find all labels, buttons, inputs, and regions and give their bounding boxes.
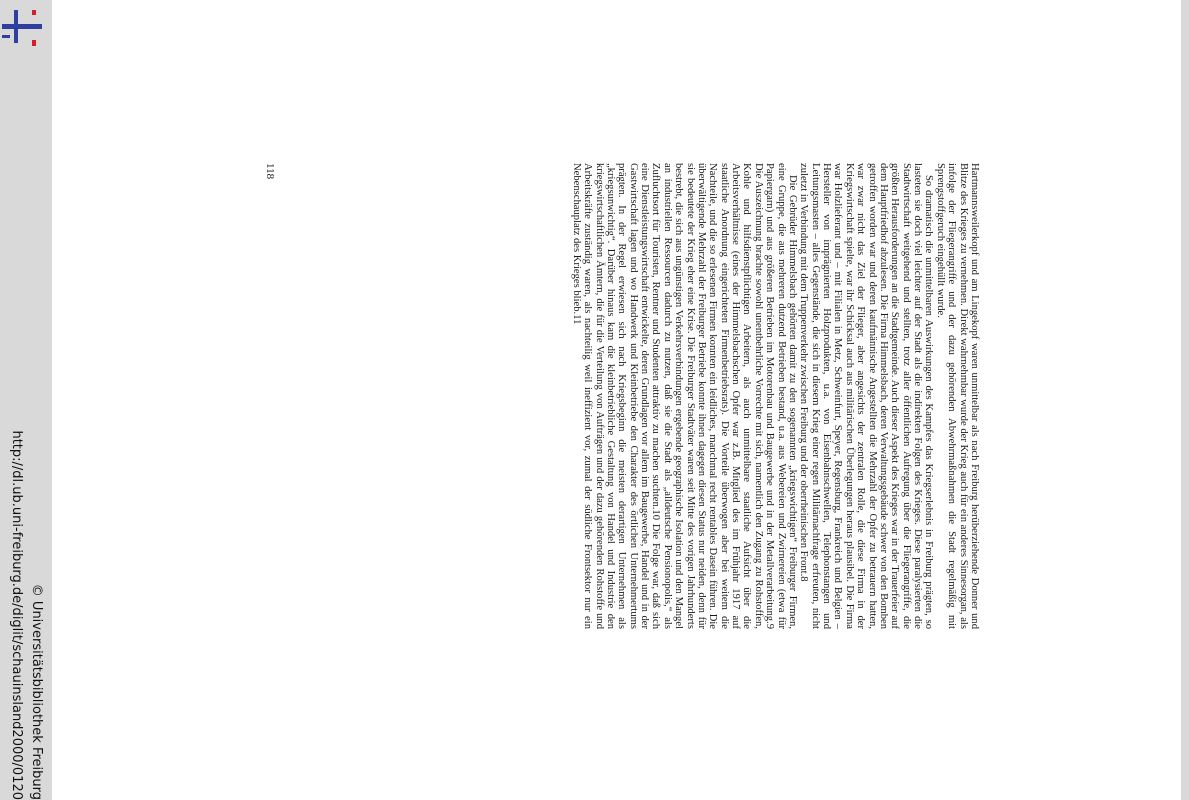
sidebar <box>0 0 52 800</box>
right-edge-bar <box>1181 0 1189 800</box>
copyright-notice: © Universitätsbibliothek Freiburg <box>29 583 44 800</box>
sidebar-text <box>0 0 52 800</box>
paragraph: Die Gebrüder Himmelsbach gehörten damit zu den sogenannten „kriegswichtigen“ Freiburger Firmen, eine Gruppe, die aus mehreren dutzend Betrieben bestand, u.a. aus Webereien und Zwirnereien (etwa für Papiergarn) und aus größeren Betrieben im Motorenbau und Baugewerbe und in der Metallverarbeitung.9 Die Auszeichnung brachte sowohl unentbehrliche Vorrechte mit sich, namentlich den Zugang zu Rohstoffen, Kohle und hilfsdienstpflichtigen Arbeitern, als auch unmittelbare staatliche Aufsicht über die Arbeitsverhältnisse (eines der Himmelsbachschen Opfer war z.B. Mitglied des im Frühjahr 1917 auf staatliche Anordnung eingerichteten Firmenbetriebsrats). Die Vorteile überwogen aber bei weitem die Nachteile, und die so erlesenen Firmen konnten ein leidliches, manchmal recht rentables Dasein führen. Die überwältigende Mehrzahl der Freiburger Betriebe konnte ihnen dagegen diesen Status nur neiden, denn für sie bedeutete der Krieg eher eine Krise. Die Freiburger Stadtväter waren seit Mitte des vorigen Jahrhunderts bestrebt, die sich aus ungünstigen Verkehrsverbindungen ergebende geographische Isolation und den Mangel an industriellen Ressourcen dadurch zu nutzen, daß sie die Stadt als „alldeutsche Pensionopolis,“ als Zufluchtsort für Touristen, Rentner und Studenten attraktiv zu machen suchten.10 Die Folge war, daß sich eine Dienstleistungswirtschaft entwickelte, deren Grundlagen vor allem im Baugewerbe, Handel und in der Gastwirtschaft lagen und wo Handwerk und Kleinbetriebe den Charakter des örtlichen Unternehmertums prägten. In der Regel erwiesen sich nach Kriegsbeginn die meisten derartigen Unternehmen als „kriegsunwichtig“. Darüber hinaus kam die kleinbetriebliche Gestaltung von Handel und Industrie den kriegswirtschaftlichen Ämtern, die für die Verteilung von Aufträgen und der dazu gehörenden Rohstoffe und Arbeitskräfte zuständig waren, als nachteilig weil ineffizient vor, zumal der südliche Frontsektor nur ein Nebenschauplatz des Krieges blieb.11 <box>570 163 798 629</box>
document-page <box>250 163 980 629</box>
paragraph: Hartmannsweilerkopf und am Lingekopf waren unmittelbar als nach Freiburg herüberziehende Donner und Blitze des Krieges zu vernehmen. Direkt wahrnehmbar wurde der Krieg auch für ein anderes Sinnesorgan, als infolge der Fliegerangriffe und der dazu gehörenden Abwehrmaßnahmen die Stadt regelmäßig mit Sprengstoffgeruch eingehüllt wurde. <box>934 163 980 629</box>
paragraph: So dramatisch die unmittelbaren Auswirkungen des Kampfes das Kriegserlebnis in Freiburg prägten, so lasteten sie doch viel leichter auf der Stadt als die indirekten Folgen des Krieges. Diese paralysierten die Stadtwirtschaft weitgehend und stellten, trotz aller öffentlichen Aufregung über die Fliegerangriffe, die größten Herausforderungen an die Stadtgemeinde. Auch dieser Aspekt des Krieges war in der Trauerfeier auf dem Hauptfriedhof abzulesen. Die Firma Himmelsbach, deren Verwaltungsgebäude schwer von den Bomben getroffen worden war und deren kaufmännische Angestellten die Mehrzahl der Opfer zu betrauern hatten, war zwar nicht das Ziel der Flieger, aber angesichts der zentralen Rolle, die diese Firma in der Kriegswirtschaft spielte, war ihr Schicksal auch aus militärischen Überlegungen heraus plausibel. Die Firma war Holzlieferant und – mit Filialen in Metz, Schweinfurt, Speyer, Regensburg, Frankreich und Belgien – Hersteller von imprägnierten Holzprodukten, u.a. von Eisenbahnschwellen, Telephonstangen und Leitungsmasten – alles Gegenstände, die sich in diesem Krieg einer regen Militärnachfrage erfreuten, nicht zuletzt in Verbindung mit dem Truppenverkehr zwischen Freiburg und der oberrheinischen Front.8 <box>798 163 935 629</box>
body-text <box>250 163 980 629</box>
page-number: 118 <box>264 163 276 180</box>
source-url[interactable]: http://dl.ub.uni-freiburg.de/diglit/schauinsland2000/0120 <box>9 430 24 800</box>
